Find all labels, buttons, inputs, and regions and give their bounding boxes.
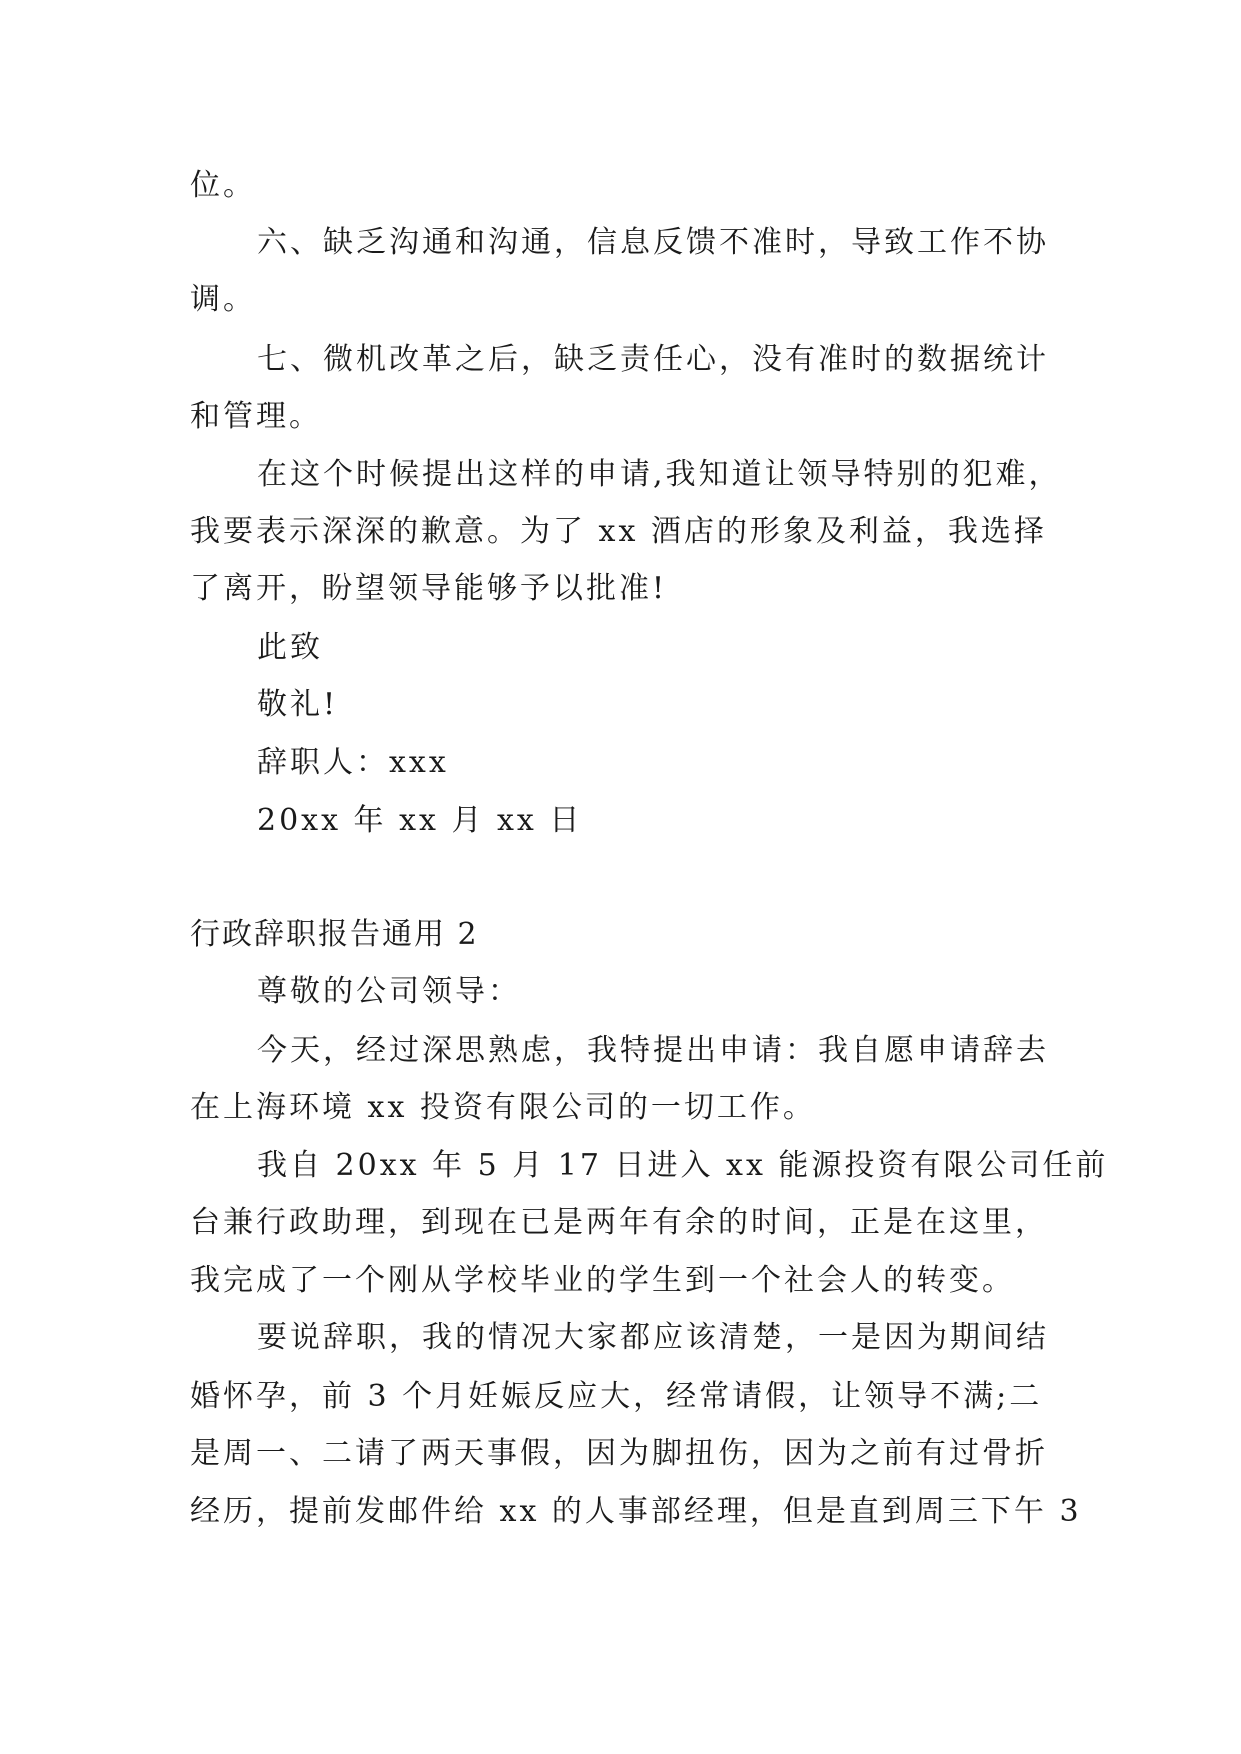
closing-salutation: 此致 [257, 630, 323, 665]
text-line: 婚怀孕，前 3 个月妊娠反应大，经常请假，让领导不满;二 [190, 1379, 1043, 1414]
text-line: 经历，提前发邮件给 xx 的人事部经理，但是直到周三下午 3 [190, 1494, 1082, 1529]
text-line: 位。 [190, 168, 256, 203]
section-heading: 行政辞职报告通用 2 [190, 917, 479, 952]
text-line: 在上海环境 xx 投资有限公司的一切工作。 [190, 1090, 816, 1125]
text-line: 我自 20xx 年 5 月 17 日进入 xx 能源投资有限公司任前 [257, 1148, 1109, 1183]
text-line: 在这个时候提出这样的申请,我知道让领导特别的犯难， [257, 457, 1062, 492]
text-line: 了离开，盼望领导能够予以批准! [190, 571, 668, 606]
greeting: 尊敬的公司领导： [257, 974, 521, 1009]
text-line: 和管理。 [190, 399, 322, 434]
text-line: 调。 [190, 282, 256, 317]
signature-date: 20xx 年 xx 月 xx 日 [257, 803, 583, 838]
text-line: 要说辞职，我的情况大家都应该清楚，一是因为期间结 [257, 1320, 1049, 1355]
closing-regards: 敬礼! [257, 687, 339, 722]
text-line: 是周一、二请了两天事假，因为脚扭伤，因为之前有过骨折 [190, 1436, 1048, 1471]
text-line: 六、缺乏沟通和沟通，信息反馈不准时，导致工作不协 [257, 225, 1049, 260]
text-line: 七、微机改革之后，缺乏责任心，没有准时的数据统计 [257, 342, 1049, 377]
text-line: 我要表示深深的歉意。为了 xx 酒店的形象及利益，我选择 [190, 514, 1047, 549]
signature-name: 辞职人：xxx [257, 745, 449, 780]
text-line: 我完成了一个刚从学校毕业的学生到一个社会人的转变。 [190, 1263, 1015, 1298]
text-line: 今天，经过深思熟虑，我特提出申请：我自愿申请辞去 [257, 1033, 1049, 1068]
text-line: 台兼行政助理，到现在已是两年有余的时间，正是在这里， [190, 1205, 1048, 1240]
